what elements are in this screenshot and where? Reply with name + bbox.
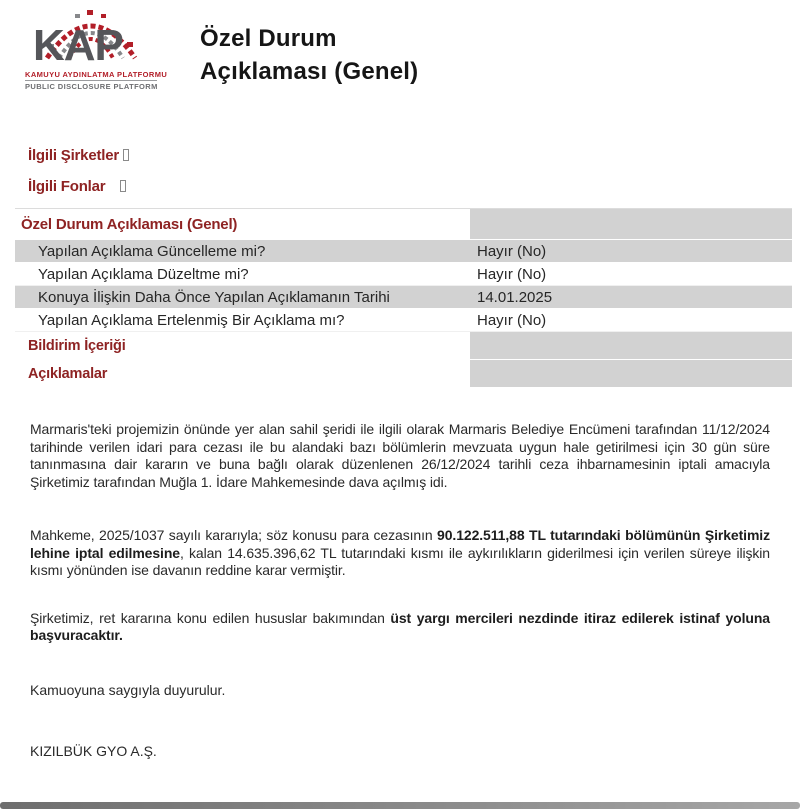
table-section-row-bildirim (15, 332, 792, 360)
kap-logo[interactable] (25, 8, 168, 91)
kap-logo-text: KAP (33, 21, 123, 70)
row-label: Konuya İlişkin Daha Önce Yapılan Açıklamanın Tarihi (15, 286, 470, 309)
page-title-line2: Açıklaması (Genel) (200, 58, 419, 85)
kap-logo-subtext (25, 70, 168, 91)
page-title (200, 22, 418, 88)
paragraph-2 (30, 527, 770, 580)
paragraph-2-bold: 90.122.511,88 TL tutarındaki bölümünün Şirketimiz lehine iptal edilmesine (30, 527, 770, 561)
horizontal-scrollbar[interactable] (0, 802, 800, 809)
paragraph-2-text: Mahkeme, 2025/1037 sayılı kararıyla; söz konusu para cezasının (30, 527, 438, 543)
table-section-row-aciklamalar (15, 360, 792, 388)
section-label-cell (15, 332, 470, 360)
row-value: Hayır (No) (470, 240, 792, 263)
paragraph-1: Marmaris'teki projemizin önünde yer alan sahil şeridi ile ilgili olarak Marmaris Belediye Encümeni tarafından 11/12/2024 tarihinde verilen idari para cezası ile bu alandaki bazı bölümlerin mevzuata uygun hale getirilmesi için 30 gün süre tanınmasına dair kararın ve buna bağlı olarak düzenlenen 26/12/2024 tarihli ceza ihbarnamesinin iptali amacıyla Şirketimiz tarafından Muğla 1. İdare Mahkemesinde dava açılmış idi. (30, 421, 770, 490)
related-funds-label: İlgili Fonlar (28, 177, 106, 195)
related-funds-row (28, 177, 800, 195)
row-label: Yapılan Açıklama Ertelenmiş Bir Açıklama mı? (15, 309, 470, 332)
company-name: KIZILBÜK GYO A.Ş. (30, 742, 157, 759)
table-row (15, 286, 792, 309)
row-label: Yapılan Açıklama Düzeltme mi? (15, 263, 470, 286)
row-label: Yapılan Açıklama Güncelleme mi? (15, 240, 470, 263)
table-header-value-cell (470, 209, 792, 240)
section-label: Açıklamalar (28, 366, 108, 382)
paragraph-3-text: Şirketimiz, ret kararına konu edilen hususlar bakımından (30, 609, 391, 626)
section-label: Bildirim İçeriği (28, 338, 126, 354)
table-header-row (15, 209, 792, 240)
logo-subtitle-tr: KAMUYU AYDINLATMA PLATFORMU (25, 70, 168, 79)
closing-line: Kamuoyuna saygıyla duyurulur. (30, 681, 226, 698)
row-value: Hayır (No) (470, 309, 792, 332)
logo-subtitle-en: PUBLIC DISCLOSURE PLATFORM (25, 82, 158, 91)
related-links (28, 146, 800, 195)
disclosure-body (30, 421, 770, 759)
table-header-label: Özel Durum Açıklaması (Genel) (21, 216, 238, 233)
row-value: Hayır (No) (470, 263, 792, 286)
paragraph-3-bold: üst yargı mercileri nezdinde itiraz edilerek istinaf yoluna başvuracaktır. (30, 609, 770, 643)
table-row (15, 263, 792, 286)
disclosure-table (15, 208, 792, 388)
page-header (0, 0, 800, 100)
section-value-cell (470, 360, 792, 388)
section-label-cell (15, 360, 470, 388)
missing-glyph-icon (120, 180, 126, 192)
page-title-line1: Özel Durum (200, 25, 337, 52)
related-companies-label: İlgili Şirketler (28, 146, 120, 164)
section-value-cell (470, 332, 792, 360)
table-header-cell (15, 209, 470, 240)
missing-glyph-icon (123, 149, 129, 161)
paragraph-3 (30, 610, 770, 645)
paragraph-2-text: , kalan 14.635.396,62 TL tutarındaki kısmı ile aykırılıkların giderilmesi için verilen süreye ilişkin kısmı yönünden ise davanın reddine karar vermiştir. (30, 544, 770, 578)
table-row (15, 240, 792, 263)
related-companies-row (28, 146, 800, 164)
table-row (15, 309, 792, 332)
row-value: 14.01.2025 (470, 286, 792, 309)
